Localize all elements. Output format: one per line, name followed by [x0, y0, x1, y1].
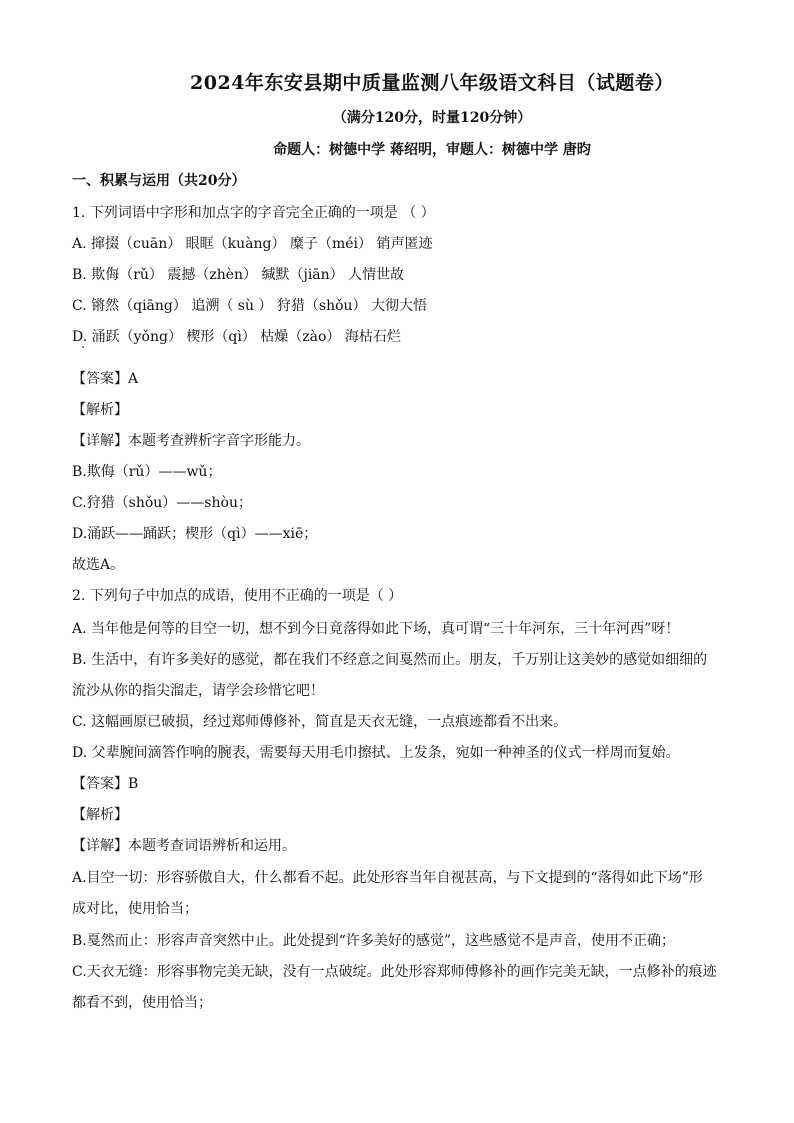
- q1-stem: 1. 下列词语中字形和加点字的字音完全正确的一项是 （ ）: [72, 205, 435, 221]
- q1-option-c: C. 锵然（qiāng） 追溯（ sù ） 狩猎（shǒu） 大彻大悟: [72, 298, 427, 314]
- q1-answer-label: 【答案】: [72, 371, 128, 387]
- q2-detail: 【详解】本题考查词语辨析和运用。: [72, 838, 296, 854]
- q2-option-b: B. 生活中，有许多美好的感觉，都在我们不经意之间戛然而止。朋友，千万别让这美妙的感觉如细细的: [72, 652, 708, 668]
- q2-option-c: C. 这幅画原已破损，经过郑师傅修补，简直是天衣无缝，一点痕迹都看不出来。: [72, 714, 568, 730]
- q2-answer-label: 【答案】: [72, 776, 128, 792]
- q1-answer: [72, 370, 722, 388]
- q1-explanation-b: B.欺侮（rǔ）——wǔ；: [72, 464, 222, 480]
- exam-title: 2024年东安县期中质量监测八年级语文科目（试题卷）: [190, 72, 674, 94]
- q1-option-b: B. 欺侮（rǔ） 震撼（zhèn） 缄默（jiān） 人情世故: [72, 267, 405, 283]
- q1-option-a: A. 撺掇（cuān） 眼眶（kuàng） 糜子（méi） 销声匿迹: [72, 236, 433, 252]
- q2-answer: [72, 775, 722, 793]
- q2-analysis-label: 【解析】: [72, 807, 128, 823]
- exam-authors: 命题人：树德中学 蒋绍明，审题人：树德中学 唐昀: [273, 142, 591, 158]
- q2-explanation-c: C.天衣无缝：形容事物完美无缺，没有一点破绽。此处形容郑师傅修补的画作完美无缺，一点修补的痕迹: [72, 964, 717, 980]
- q1-option-d: D. 涌跃（yǒng） 楔形（qì） 枯燥（zào） 海枯石烂: [72, 329, 401, 345]
- q1-answer-value: A: [128, 371, 139, 387]
- q2-explanation-c-cont: 都看不到，使用恰当；: [72, 995, 212, 1011]
- q1-conclusion: 故选A。: [72, 557, 125, 573]
- q1-detail: 【详解】本题考查辨析字音字形能力。: [72, 433, 310, 449]
- q2-explanation-a-cont: 成对比，使用恰当；: [72, 901, 198, 917]
- q1-analysis-label: 【解析】: [72, 402, 128, 418]
- q2-option-b-cont: 流沙从你的指尖溜走，请学会珍惜它吧！: [72, 683, 324, 699]
- exam-subtitle: （满分120分，时量120分钟）: [332, 110, 532, 126]
- q2-stem: 2. 下列句子中加点的成语，使用不正确的一项是（ ）: [72, 588, 403, 604]
- q2-answer-value: B: [128, 776, 139, 792]
- q2-option-d: D. 父辈腕间滴答作响的腕表，需要每天用毛巾擦拭、上发条，宛如一种神圣的仪式一样周而复始。: [72, 745, 680, 761]
- q2-option-a: A. 当年他是何等的目空一切，想不到今日竟落得如此下场，真可谓“三十年河东，三十年河西”呀！: [72, 621, 680, 637]
- q2-explanation-a: A.目空一切：形容骄傲自大，什么都看不起。此处形容当年自视甚高，与下文提到的“落得如此下场”形: [72, 870, 703, 886]
- q2-explanation-b: B.戛然而止：形容声音突然中止。此处提到“许多美好的感觉”，这些感觉不是声音，使用不正确；: [72, 933, 676, 949]
- q1-explanation-c: C.狩猎（shǒu）——shòu；: [72, 495, 252, 511]
- stray-dot: [82, 346, 84, 348]
- section-heading: 一、积累与运用（共20分）: [72, 173, 246, 189]
- q1-explanation-d: D.涌跃——踊跃；楔形（qì）——xiē；: [72, 526, 318, 542]
